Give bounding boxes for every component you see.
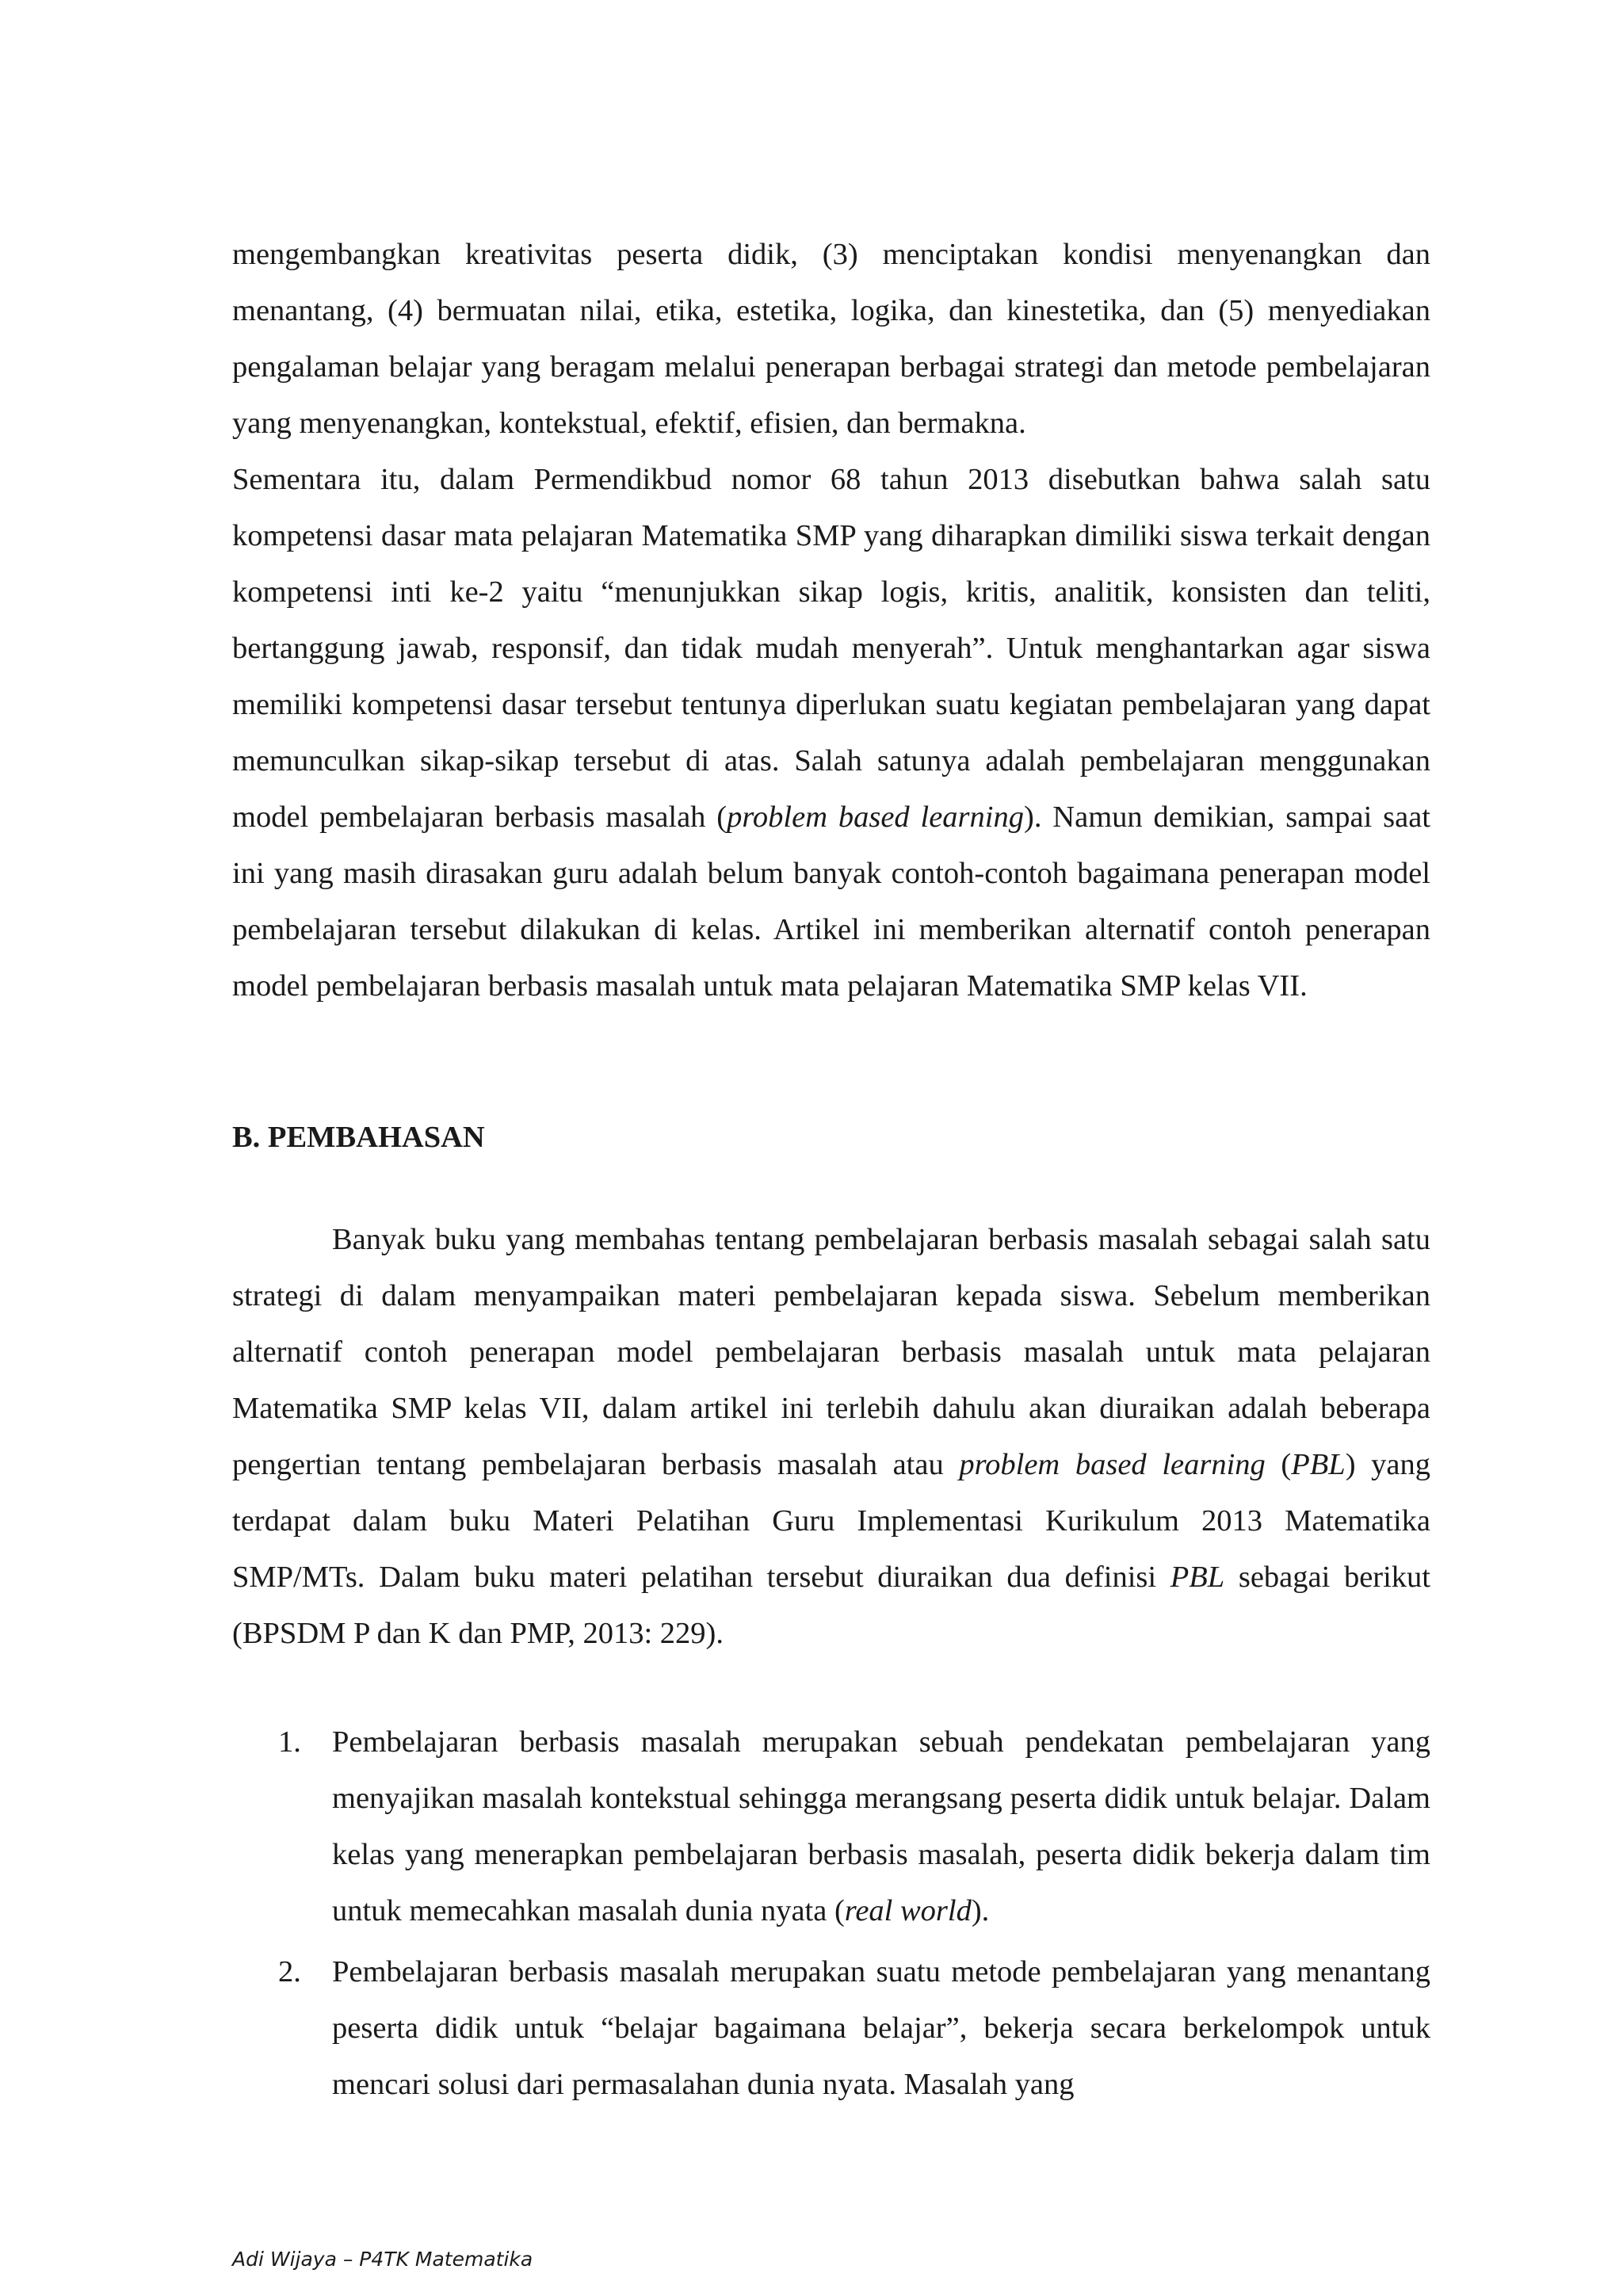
- list-item: [232, 1714, 1430, 1939]
- spacer: [232, 1662, 1430, 1714]
- list-item-number: 1.: [278, 1725, 301, 1759]
- document-page: [232, 227, 1430, 2113]
- italic-term: PBL: [1170, 1561, 1225, 1594]
- page-footer: Adi Wijaya – P4TK Matematika: [232, 2248, 533, 2271]
- list-item: [232, 1944, 1430, 2113]
- spacer: [232, 1166, 1430, 1212]
- spacer: [232, 1014, 1430, 1110]
- italic-term: problem based learning: [727, 800, 1024, 834]
- section-heading: B. PEMBAHASAN: [232, 1121, 485, 1154]
- list-item-text: Pembelajaran berbasis masalah merupakan sebuah pendekatan pembelajaran yang menyajikan masalah kontekstual sehingga merangsang peserta didik untuk belajar. Dalam kelas yang menerapkan pembelajaran berbasis masalah, peserta didik bekerja dalam tim untuk memecahkan masalah dunia nyata (real world).: [332, 1725, 1430, 1927]
- intro-paragraph-1: mengembangkan kreativitas peserta didik, (3) menciptakan kondisi menyenangkan dan menantang, (4) bermuatan nilai, etika, estetika, logika, dan kinestetika, dan (5) menyediakan pengalaman belajar yang beragam melalui penerapan berbagai strategi dan metode pembelajaran yang menyenangkan, kontekstual, efektif, efisien, dan bermakna.: [232, 238, 1430, 440]
- list-item-number: 2.: [278, 1955, 301, 1988]
- list-item-text: Pembelajaran berbasis masalah merupakan suatu metode pembelajaran yang menantang peserta didik untuk “belajar bagaimana belajar”, bekerja secara berkelompok untuk mencari solusi dari permasalahan dunia nyata. Masalah yang: [332, 1955, 1430, 2101]
- italic-term: PBL: [1291, 1448, 1346, 1481]
- intro-paragraph-2: Sementara itu, dalam Permendikbud nomor 68 tahun 2013 disebutkan bahwa salah satu kompetensi dasar mata pelajaran Matematika SMP yang diharapkan dimiliki siswa terkait dengan kompetensi inti ke-2 yaitu “menunjukkan sikap logis, kritis, analitik, konsisten dan teliti, bertanggung jawab, responsif, dan tidak mudah menyerah”. Untuk menghantarkan agar siswa memiliki kompetensi dasar tersebut tentunya diperlukan suatu kegiatan pembelajaran yang dapat memunculkan sikap-sikap tersebut di atas. Salah satunya adalah pembelajaran menggunakan model pembelajaran berbasis masalah (problem based learning). Namun demikian, sampai saat ini yang masih dirasakan guru adalah belum banyak contoh-contoh bagaimana penerapan model pembelajaran tersebut dilakukan di kelas. Artikel ini memberikan alternatif contoh penerapan model pembelajaran berbasis masalah untuk mata pelajaran Matematika SMP kelas VII.: [232, 463, 1430, 1003]
- italic-term: problem based learning: [959, 1448, 1266, 1481]
- section-paragraph-1: Banyak buku yang membahas tentang pembelajaran berbasis masalah sebagai salah satu strategi di dalam menyampaikan materi pembelajaran kepada siswa. Sebelum memberikan alternatif contoh penerapan model pembelajaran berbasis masalah untuk mata pelajaran Matematika SMP kelas VII, dalam artikel ini terlebih dahulu akan diuraikan adalah beberapa pengertian tentang pembelajaran berbasis masalah atau problem based learning (PBL) yang terdapat dalam buku Materi Pelatihan Guru Implementasi Kurikulum 2013 Matematika SMP/MTs. Dalam buku materi pelatihan tersebut diuraikan dua definisi PBL sebagai berikut (BPSDM P dan K dan PMP, 2013: 229).: [232, 1223, 1430, 1650]
- italic-term: real world: [844, 1894, 972, 1927]
- definition-list: [232, 1714, 1430, 2113]
